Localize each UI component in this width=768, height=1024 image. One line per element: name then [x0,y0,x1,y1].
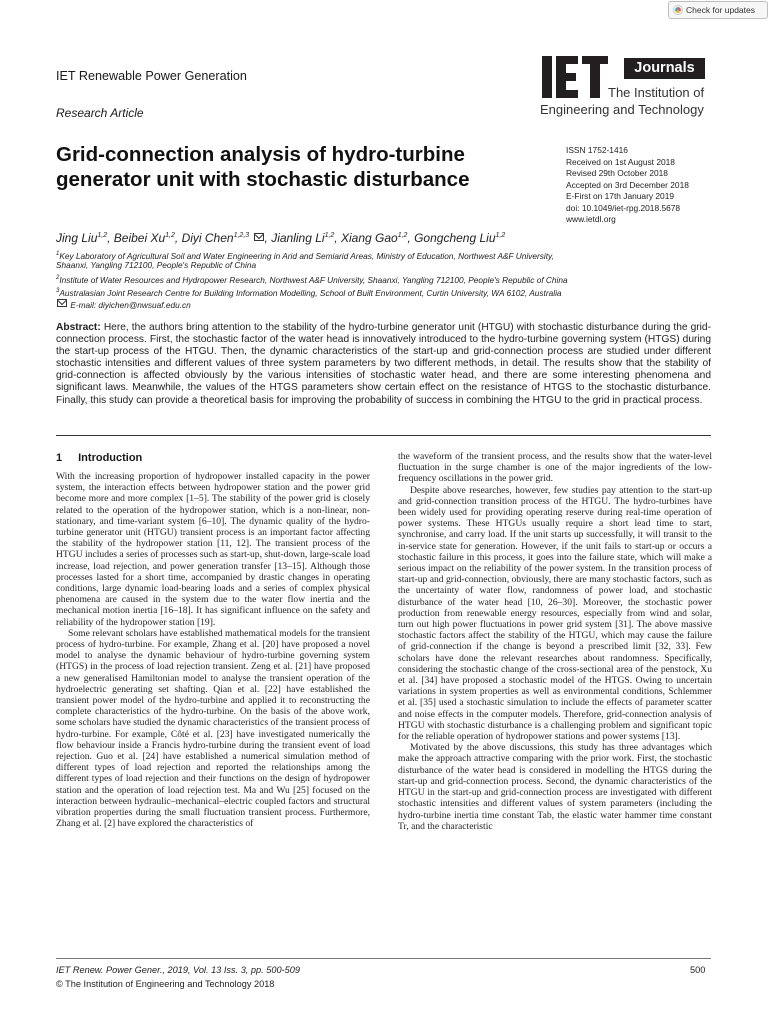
affiliation-1: $^1$Key Laboratory of Agricultural Soil and Water Engineering in Arid and Semiarid Areas, Ministry of Education, Northwest A&F University, [56,250,554,261]
article-meta [566,145,689,226]
check-for-updates-button[interactable]: Check for updates [668,1,768,19]
efirst-date: E-First on 17th January 2019 [566,191,675,201]
author-list: Jing Liu$^{1,2}$, Beibei Xu$^{1,2}$, Diyi Chen$^{1,2,3}$ , Jianling Li$^{1,2}$, Xiang Gao$^{1,2}$, Gongcheng Liu$^{1,2}$ [56,231,506,245]
footer-copyright: © The Institution of Engineering and Technology 2018 [56,979,275,989]
corresponding-email: E-mail: diyichen@nwsuaf.edu.cn [56,299,191,311]
crossmark-icon [673,5,683,15]
abstract [56,322,711,407]
doi-link[interactable]: doi: 10.1049/iet-rpg.2018.5678 [566,202,681,213]
paragraph: Some relevant scholars have established mathematical models for the transient process of hydro-turbine. For example, Zhang et al. [20] have proposed a novel model to analyse the dynamic behaviour of hydro-turbine governing system (HTGS) in the process of load rejection transient. Zeng et al. [21] have proposed a new generalised Hamiltonian model to analyse the transient operation of the hydroelectric generating set shafting. Qian et al. [22] have established the transient power model of the hydro-turbine and applied it to reconstructing the complete characteristics of the hydro-turbine. On the basis of the above work, some scholars have studied the dynamic characteristics of the transient process of hydro-turbine. For example, Côté et al. [23] have investigated numerically the flow behaviour inside a Francis hydro-turbine during the transient event of load rejection. Guo et al. [24] have established a numerical simulation method of different types of load rejection and reported the relationships among the different types of load rejection and their functions on the design of hydropower station and the operation of load rejection test. Ma and Wu [25] focused on the interaction between hydraulic–mechanical–electric coupled factors and structural vibration properties during the small fluctuation transient process. Furthermore, Zhang et al. [2] have explored the characteristics of [56,627,370,830]
article-type: Research Article [56,106,144,120]
article-title: Grid-connection analysis of hydro-turbine generator unit with stochastic disturbance [56,143,470,191]
received-date: Received on 1st August 2018 [566,156,675,167]
author-name[interactable]: Xiang Gao [340,231,398,245]
author-name[interactable]: Beibei Xu [113,231,166,245]
footer-divider [56,958,711,959]
footer-citation: IET Renew. Power Gener., 2019, Vol. 13 Iss. 3, pp. 500-509 [56,965,300,975]
journals-label: Journals [624,58,705,79]
section-heading: 1 Introduction [56,452,143,464]
ietdl-link[interactable]: www.ietdl.org [566,214,616,224]
author-name[interactable]: Jianling Li [271,231,325,245]
affiliation-1-cont: Shaanxi, Yangling 712100, People's Republic of China [56,260,257,270]
accepted-date: Accepted on 3rd December 2018 [566,179,689,190]
iet-logo [540,56,608,98]
body-column-right [398,451,712,832]
institution-name-line1: The Institution of [608,85,705,100]
abstract-text: Here, the authors bring attention to the stability of the hydro-turbine generator unit (HTGU) with stochastic disturbance during the grid-connection process. First, the stochastic factor of the water head is innovatively introduced to the hydro-turbine governing system (HTGS) during the start-up process of the HTGU. Then, the dynamic characteristics of the start-up and grid-connection process are studied under different stochastic intensities and different values of three system parameters by two different methods, in detail. The results show that the stability of grid-connection is affected obviously by the various intensities of stochastic water head, and there are some interesting phenomena and significant laws. Meanwhile, the values of the HTGS parameters show certain effect on the resistance of HTGS to the stochastic disturbance. Finally, this study can provide a theoretical basis for improving the probability of success in combining the HTGU to the grid in practical process. [56,322,711,406]
mail-icon[interactable] [254,233,264,241]
mail-icon [57,299,67,307]
paragraph: the waveform of the transient process, and the results show that the water-level fluctuation in the surge chamber is one of the major ingredients of the low-frequency oscillations in the power grid. [398,451,712,485]
issn: ISSN 1752-1416 [566,145,628,155]
divider [56,435,711,436]
author-name[interactable]: Jing Liu [56,231,98,245]
journal-name: IET Renewable Power Generation [56,69,247,83]
author-name[interactable]: Gongcheng Liu [414,231,496,245]
revised-date: Revised 29th October 2018 [566,168,668,178]
paragraph: Motivated by the above discussions, this study has three advantages which make the approach attractive comparing with the prior work. First, the stochastic disturbance of the water head is considered in modelling the HTGS during the start-up and grid-connection process. Second, the dynamic characteristics of the HTGU in the start-up and grid-connection process are investigated with different stochastic intensities and different values of system parameters (including the hydro-turbine inertia time constant Tab, the elastic water hammer time constant Tr, and the characteristic [398,742,712,832]
paragraph: With the increasing proportion of hydropower installed capacity in the power system, the interaction effects between hydropower station and the power grid become more and more complex [1–5]. The stability of the power grid is closely related to the operation of the hydropower station, which is a non-linear, non-stationary, and time-variant system [6–10]. The dynamic quality of the hydro-turbine generator unit (HTGU) transient process is an important factor affecting the stability of the hydropower station [11, 12]. The transient process of the HTGU includes a series of processes such as start-up, shut-down, large-scale load increase, load rejection, and power generation transfer [13–15]. Although those processes lasted for a short time, accompanied by drastic changes in operating conditions, large dynamic load-bearing loads and a series of complex physical phenomena are caused in the system due to the water flow inertia and the mechanical motion inertia [16–18]. It has significant influence on the safety and reliability of the hydropower station [19]. [56,471,370,628]
page-number: 500 [690,965,706,975]
body-column-left [56,471,370,830]
institution-name-line2: Engineering and Technology [540,102,704,117]
affiliation-2: $^2$Institute of Water Resources and Hydropower Research, Northwest A&F University, Shaanxi, Yangling 712100, People's Republic of China [56,274,568,285]
paragraph: Despite above researches, however, few studies pay attention to the start-up and grid-connection transition process of the HTGU. The hydro-turbines have been widely used for providing operating reserve during real-time operation of power systems. These HTGUs usually require a short lead time to start, synchronise, and carry load. If the unit starts up successfully, it will transit to the in-service state for generation. However, if the unit fails to start-up or occurs a stochastic failure in this process, it goes into the failure state, which will make a serious impact on the reliability of the power system. In the transition process of start-up and grid-connection, obviously, there are many stochastic factors, such as the uncertainty of water flow, randomness of power load, and stochastic disturbance of the water head [10, 26–30]. Moreover, the stochastic power production from renewable energy resources, especially from wind and solar, turn out high power fluctuations in power grid system [31]. The above massive stochastic factors affect the stability of the HTGU, which may cause the failure of grid-connection if the change is beyond a prescribed limit [32, 33]. Few scholars have done the relevant researches about randomness. Specifically, considering the stochastic change of the cross-sectional area of the penstock, Xu et al. [34] have proposed a stochastic model of the HTGS. Owing to uncertain variations in system properties as well as environmental conditions, Schlemmer et al. [35] used a stochastic simulation to include the effects of parameter scatter and noise effects in the computer models. Therefore, grid-connection analysis of HTGU with stochastic disturbance is a challenging problem and significant topic for the reliable operation of hydropower stations and power systems [13]. [398,484,713,743]
author-name[interactable]: Diyi Chen [181,231,234,245]
abstract-label: Abstract: [56,322,101,333]
affiliation-3: $^3$Australasian Joint Research Centre for Building Information Modelling, School of Built Environment, Curtin University, WA 6102, Australia [56,287,562,298]
